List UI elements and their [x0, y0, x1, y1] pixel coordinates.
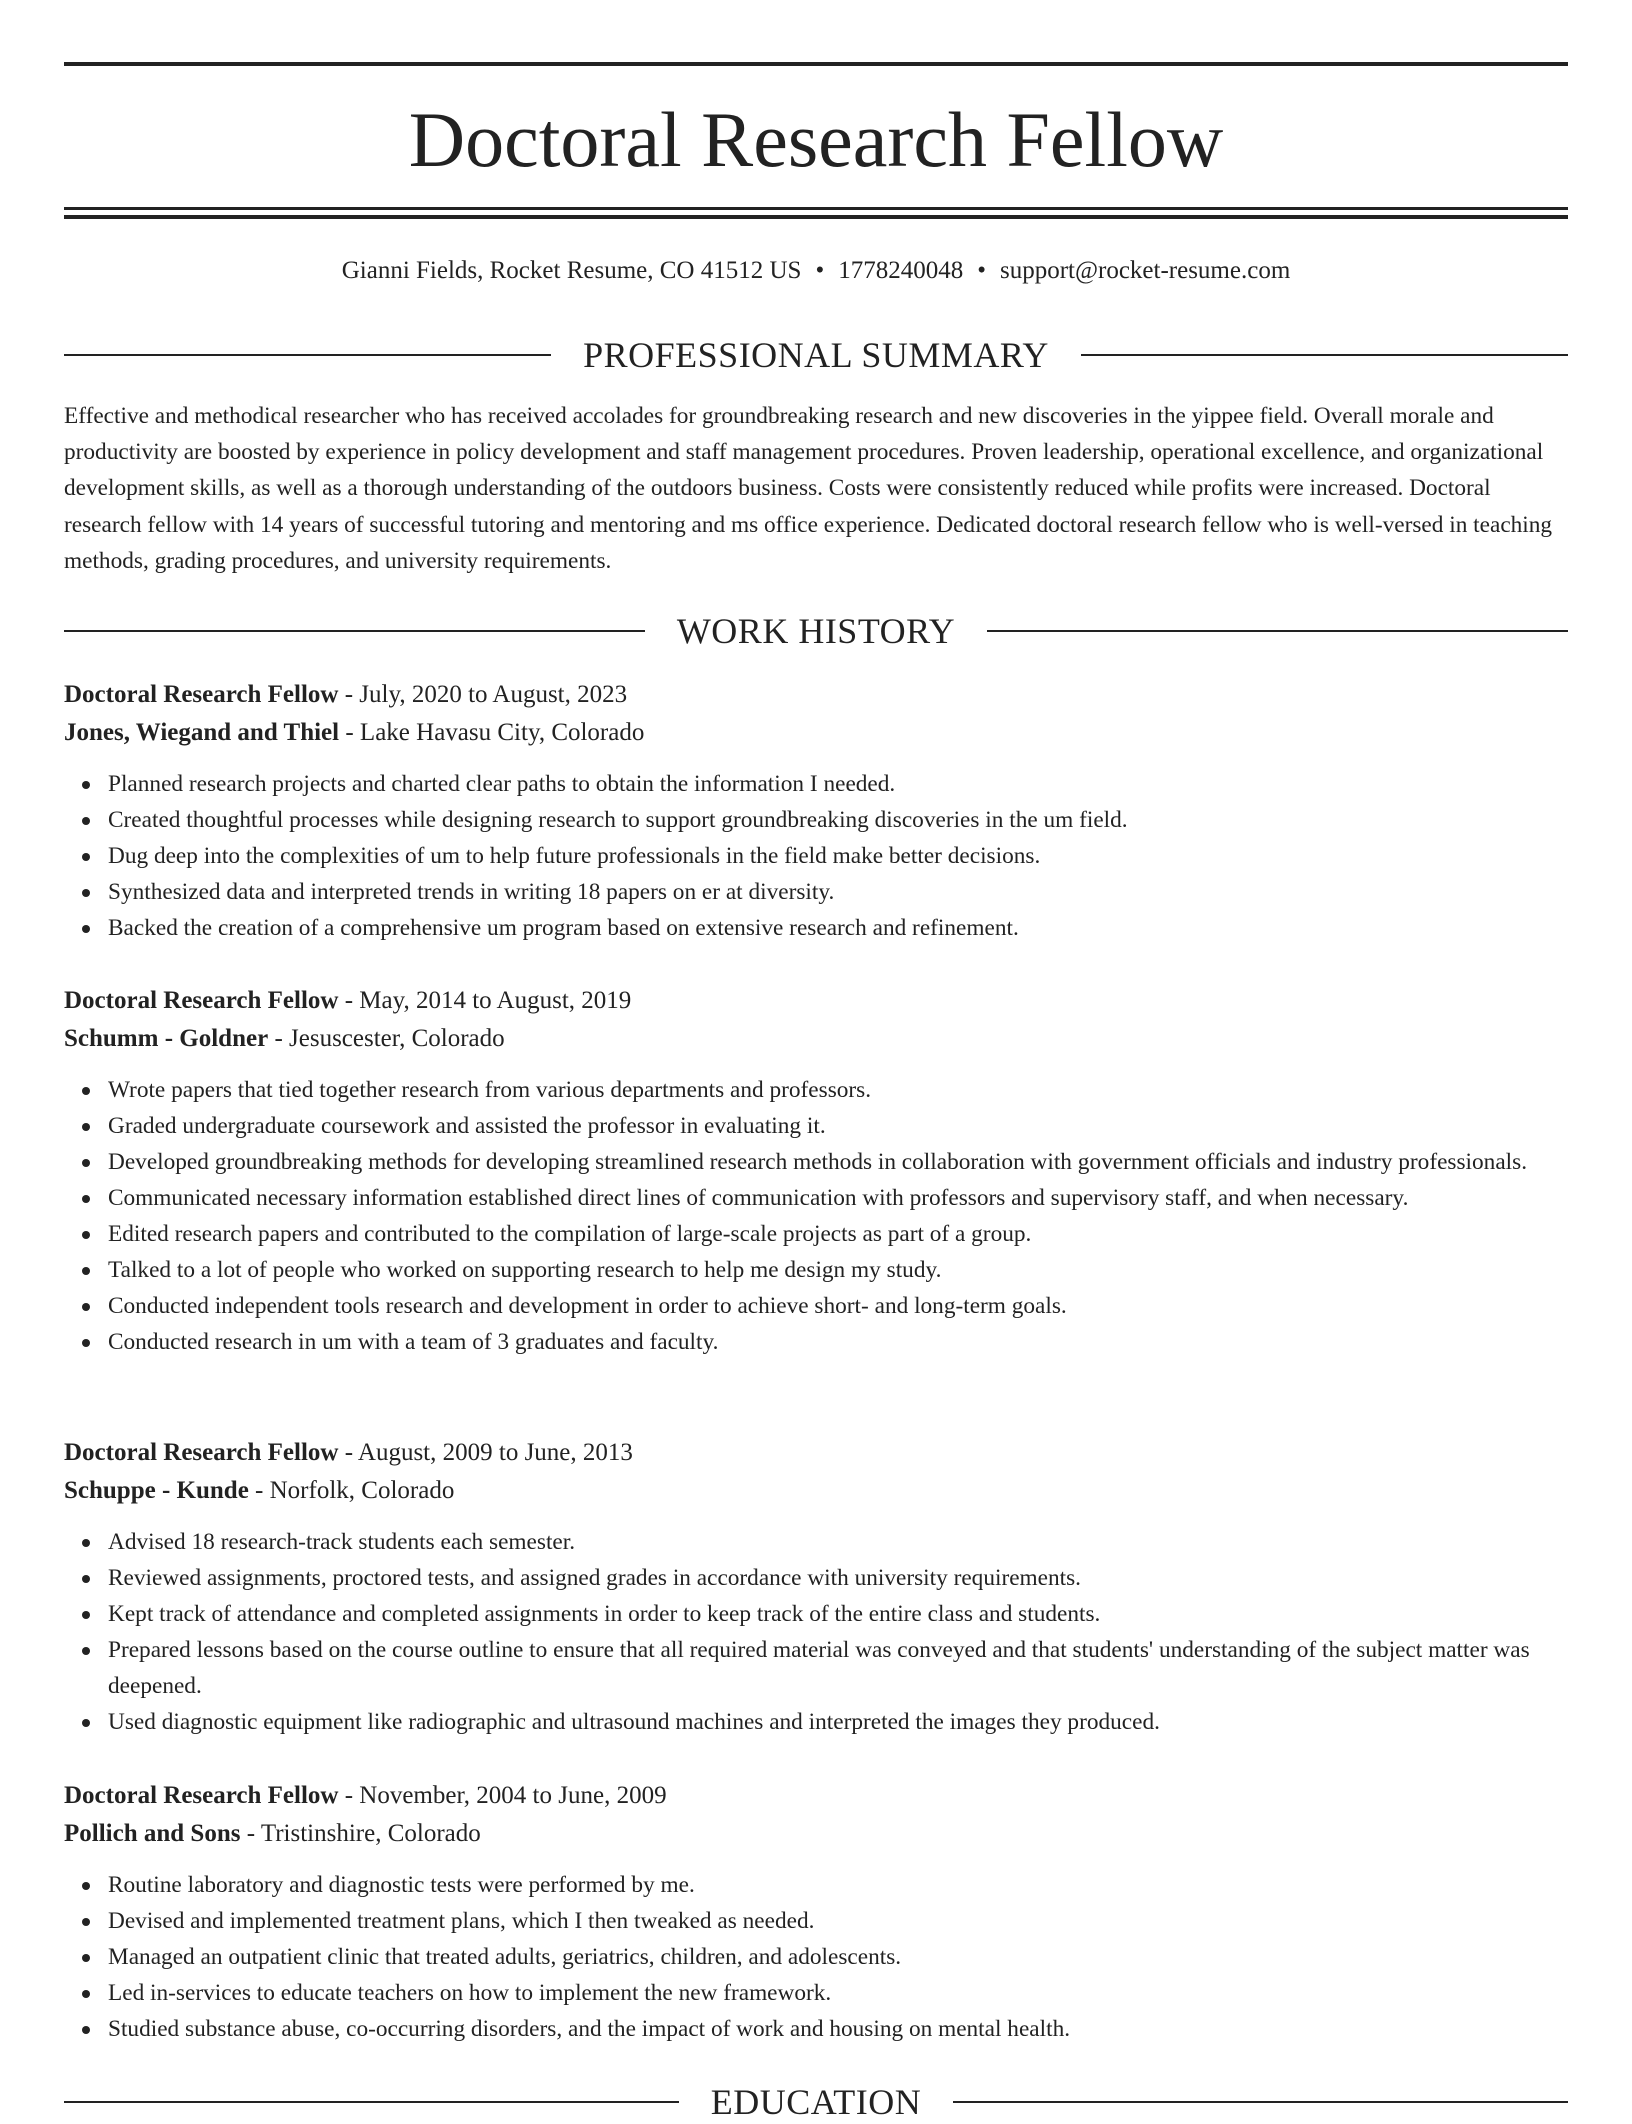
- job-location: - Norfolk, Colorado: [248, 1477, 455, 1504]
- job-bullet: Talked to a lot of people who worked on supporting research to help me design my study.: [108, 1252, 1568, 1288]
- job-entry: [64, 676, 1568, 946]
- contact-separator: •: [815, 257, 825, 284]
- section-rule-right: [1081, 354, 1568, 356]
- job-bullet: Led in-services to educate teachers on how to implement the new framework.: [108, 1975, 1568, 2011]
- header-bottom-rule-thin: [64, 207, 1568, 210]
- job-title-line: [64, 982, 1568, 1020]
- job-bullet: Created thoughtful processes while designing research to support groundbreaking discoveries in the um field.: [108, 802, 1568, 838]
- job-bullets: [64, 1072, 1568, 1360]
- job-location: - Jesuscester, Colorado: [268, 1025, 505, 1052]
- job-bullets: [64, 766, 1568, 946]
- work-section-heading: [64, 609, 1568, 653]
- job-location: - Tristinshire, Colorado: [240, 1820, 481, 1847]
- contact-address: Gianni Fields, Rocket Resume, CO 41512 US: [341, 257, 802, 284]
- resume-title: Doctoral Research Fellow: [408, 96, 1224, 183]
- summary-text: Effective and methodical researcher who has received accolades for groundbreaking research and new discoveries in the yippee field. Overall morale and productivity are boosted by experience in policy development and staff management procedures. Proven leadership, operational excellence, and organizational development skills, as well as a thorough understanding of the outdoors business. Costs were consistently reduced while profits were increased. Doctoral research fellow with 14 years of successful tutoring and mentoring and ms office experience. Dedicated doctoral research fellow who is well-versed in teaching methods, grading procedures, and university requirements.: [64, 403, 1553, 574]
- job-title-line: [64, 676, 1568, 714]
- job-company-line: [64, 1020, 1568, 1058]
- job-bullet: Managed an outpatient clinic that treated adults, geriatrics, children, and adolescents.: [108, 1939, 1568, 1975]
- contact-line: [64, 254, 1568, 288]
- job-bullet: Conducted research in um with a team of 3 graduates and faculty.: [108, 1324, 1568, 1360]
- education-section-heading: [64, 2080, 1568, 2124]
- job-bullet: Devised and implemented treatment plans, which I then tweaked as needed.: [108, 1903, 1568, 1939]
- job-company-line: [64, 714, 1568, 752]
- job-title: Doctoral Research Fellow: [64, 681, 339, 708]
- job-entry: [64, 1777, 1568, 2047]
- job-dates: - August, 2009 to June, 2013: [338, 1439, 633, 1466]
- job-entry: [64, 982, 1568, 1360]
- job-bullet: Reviewed assignments, proctored tests, and assigned grades in accordance with university requirements.: [108, 1560, 1568, 1596]
- job-dates: - May, 2014 to August, 2019: [338, 987, 632, 1014]
- job-company: Pollich and Sons: [64, 1820, 241, 1847]
- job-bullet: Edited research papers and contributed to the compilation of large-scale projects as part of a group.: [108, 1216, 1568, 1252]
- job-bullet: Studied substance abuse, co-occurring disorders, and the impact of work and housing on mental health.: [108, 2011, 1568, 2047]
- job-bullets: [64, 1524, 1568, 1740]
- section-rule-right: [953, 2101, 1568, 2103]
- job-bullet: Graded undergraduate coursework and assisted the professor in evaluating it.: [108, 1108, 1568, 1144]
- job-bullet: Backed the creation of a comprehensive um program based on extensive research and refinement.: [108, 910, 1568, 946]
- section-rule-left: [64, 354, 551, 356]
- contact-phone: 1778240048: [838, 257, 964, 284]
- job-bullet: Advised 18 research-track students each semester.: [108, 1524, 1568, 1560]
- job-dates: - July, 2020 to August, 2023: [338, 681, 628, 708]
- job-bullet: Routine laboratory and diagnostic tests were performed by me.: [108, 1867, 1568, 1903]
- section-rule-left: [64, 630, 645, 632]
- job-entry: [64, 1434, 1568, 1740]
- section-rule-left: [64, 2101, 679, 2103]
- job-company: Jones, Wiegand and Thiel: [64, 719, 340, 746]
- education-section-title: EDUCATION: [710, 2082, 922, 2122]
- job-bullet: Prepared lessons based on the course outline to ensure that all required material was conveyed and that students' understanding of the subject matter was deepened.: [108, 1632, 1568, 1704]
- job-bullet: Planned research projects and charted clear paths to obtain the information I needed.: [108, 766, 1568, 802]
- job-bullet: Dug deep into the complexities of um to help future professionals in the field make better decisions.: [108, 838, 1568, 874]
- job-title-line: [64, 1434, 1568, 1472]
- work-section-title: WORK HISTORY: [676, 611, 956, 651]
- job-dates: - November, 2004 to June, 2009: [338, 1782, 667, 1809]
- job-bullet: Wrote papers that tied together research from various departments and professors.: [108, 1072, 1568, 1108]
- job-company: Schumm - Goldner: [64, 1025, 269, 1052]
- job-location: - Lake Havasu City, Colorado: [339, 719, 645, 746]
- job-bullet: Kept track of attendance and completed assignments in order to keep track of the entire class and students.: [108, 1596, 1568, 1632]
- job-bullet: Synthesized data and interpreted trends in writing 18 papers on er at diversity.: [108, 874, 1568, 910]
- header-top-rule: [64, 62, 1568, 66]
- summary-section-heading: [64, 333, 1568, 377]
- job-bullet: Developed groundbreaking methods for developing streamlined research methods in collaboration with government officials and industry professionals.: [108, 1144, 1568, 1180]
- contact-separator: •: [977, 257, 986, 284]
- summary-section-title: PROFESSIONAL SUMMARY: [583, 335, 1049, 375]
- section-rule-right: [987, 630, 1568, 632]
- job-company-line: [64, 1815, 1568, 1853]
- job-bullet: Used diagnostic equipment like radiographic and ultrasound machines and interpreted the images they produced.: [108, 1704, 1568, 1740]
- job-title: Doctoral Research Fellow: [64, 1782, 339, 1809]
- header-bottom-rule-thick: [64, 215, 1568, 219]
- job-company-line: [64, 1472, 1568, 1510]
- job-bullets: [64, 1867, 1568, 2047]
- job-title: Doctoral Research Fellow: [64, 1439, 339, 1466]
- job-company: Schuppe - Kunde: [64, 1477, 249, 1504]
- job-bullet: Communicated necessary information established direct lines of communication with professors and supervisory staff, and when necessary.: [108, 1180, 1568, 1216]
- contact-email: support@rocket-resume.com: [999, 257, 1291, 284]
- job-title: Doctoral Research Fellow: [64, 987, 339, 1014]
- job-bullet: Conducted independent tools research and development in order to achieve short- and long-term goals.: [108, 1288, 1568, 1324]
- job-title-line: [64, 1777, 1568, 1815]
